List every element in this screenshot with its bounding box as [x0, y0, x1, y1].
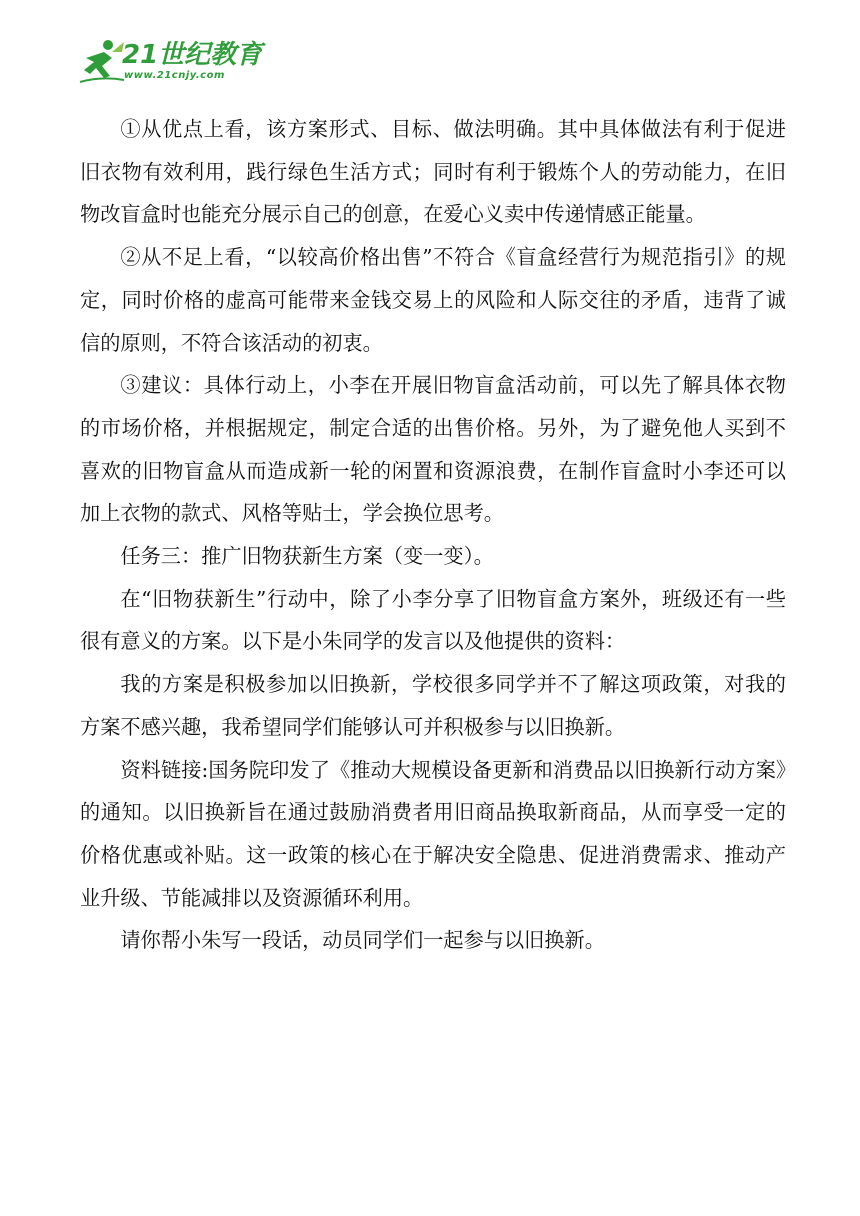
- logo-subtitle: www.21cnjy.com: [124, 70, 225, 81]
- paragraph-advantages: ①从优点上看，该方案形式、目标、做法明确。其中具体做法有利于促进旧衣物有效利用，践行绿色生活方式；同时有利于锻炼个人的劳动能力，在旧物改盲盒时也能充分展示自己的创意，在爱心义卖中传递情感正能量。: [80, 117, 786, 227]
- paragraph-material-link: 资料链接:国务院印发了《推动大规模设备更新和消费品以旧换新行动方案》的通知。以旧换新旨在通过鼓励消费者用旧商品换取新商品，从而享受一定的价格优惠或补贴。这一政策的核心在于解决安全隐患、促进消费需求、推动产业升级、节能减排以及资源循环利用。: [80, 757, 786, 910]
- document-body: [80, 108, 786, 962]
- paragraph-activity-intro: 在“旧物获新生”行动中，除了小李分享了旧物盲盒方案外，班级还有一些很有意义的方案。以下是小朱同学的发言以及他提供的资料：: [80, 586, 786, 654]
- paragraph-shortcomings: ②从不足上看，“以较高价格出售”不符合《盲盒经营行为规范指引》的规定，同时价格的虚高可能带来金钱交易上的风险和人际交往的矛盾，违背了诚信的原则，不符合该活动的初衷。: [80, 245, 786, 355]
- running-figure-logo-icon: [78, 38, 126, 84]
- paragraph-student-speech: 我的方案是积极参加以旧换新，学校很多同学并不了解这项政策，对我的方案不感兴趣，我希望同学们能够认可并积极参与以旧换新。: [80, 672, 786, 739]
- paragraph-question: 请你帮小朱写一段话，动员同学们一起参与以旧换新。: [120, 928, 605, 953]
- logo-title: 21世纪教育: [122, 40, 263, 70]
- paragraph-suggestions: ③建议：具体行动上，小李在开展旧物盲盒活动前，可以先了解具体衣物的市场价格，并根据规定，制定合适的出售价格。另外，为了避免他人买到不喜欢的旧物盲盒从而造成新一轮的闲置和资源浪费，在制作盲盒时小李还可以加上衣物的款式、风格等贴士，学会换位思考。: [80, 373, 786, 526]
- paragraph-task-three: 任务三：推广旧物获新生方案（变一变）。: [120, 544, 494, 569]
- site-logo: [78, 38, 263, 88]
